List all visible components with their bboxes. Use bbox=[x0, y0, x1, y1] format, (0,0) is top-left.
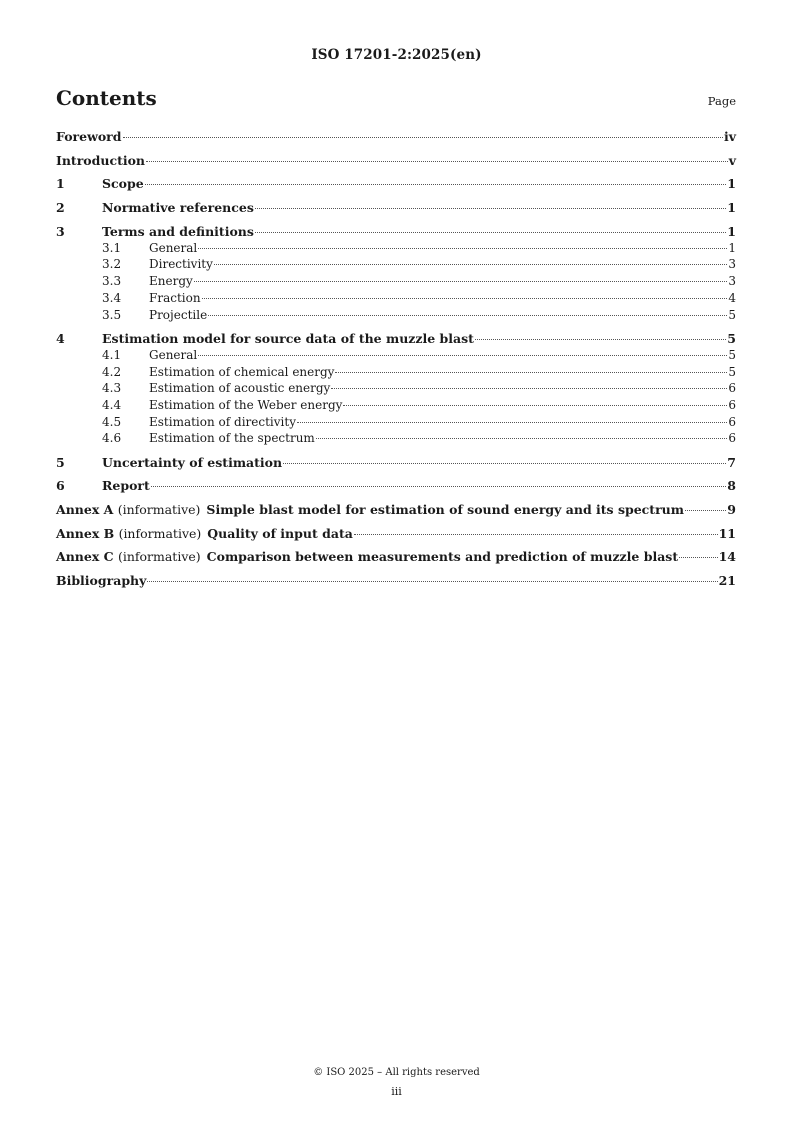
contents-header bbox=[56, 86, 736, 110]
annex-letter: Annex B bbox=[56, 525, 115, 541]
toc-entry-estimation-model[interactable] bbox=[56, 331, 736, 347]
toc-subentry-3-3[interactable] bbox=[56, 273, 736, 290]
toc-entry-uncertainty[interactable] bbox=[56, 455, 736, 471]
toc-entry-page: 6 bbox=[728, 381, 736, 396]
toc-entry-label: General bbox=[149, 240, 198, 255]
dot-leader bbox=[198, 248, 727, 249]
toc-entry-number: 4.3 bbox=[102, 381, 122, 396]
dot-leader bbox=[194, 281, 728, 282]
toc-entry-scope[interactable] bbox=[56, 176, 736, 192]
toc-entry-label: Estimation of chemical energy bbox=[149, 364, 335, 379]
dot-leader bbox=[146, 161, 728, 162]
dot-leader bbox=[255, 208, 726, 209]
annex-letter: Annex C bbox=[56, 549, 114, 565]
toc-entry-page: 21 bbox=[718, 573, 736, 589]
annex-title: Comparison between measurements and prediction of muzzle blast bbox=[206, 549, 679, 565]
toc-entry-page: v bbox=[728, 152, 736, 168]
dot-leader bbox=[679, 557, 717, 558]
dot-leader bbox=[343, 405, 727, 406]
toc-subentry-4-5[interactable] bbox=[56, 414, 736, 431]
toc-entry-label bbox=[56, 549, 678, 565]
toc-entry-page: iv bbox=[723, 129, 736, 144]
dot-leader bbox=[475, 339, 726, 340]
toc-entry-page: 5 bbox=[728, 364, 736, 379]
toc-entry-number: 3.5 bbox=[102, 307, 122, 322]
toc-entry-label: Normative references bbox=[102, 200, 254, 216]
toc-entry-terms-and-definitions[interactable] bbox=[56, 224, 736, 240]
toc-entry-number: 4.1 bbox=[102, 347, 122, 362]
toc-entry-label bbox=[56, 526, 353, 542]
dot-leader bbox=[147, 581, 717, 582]
page-title: Contents bbox=[56, 86, 157, 110]
toc-entry-page: 5 bbox=[728, 307, 736, 322]
toc-entry-label: Estimation model for source data of the muzzle blast bbox=[102, 330, 474, 346]
toc-subentry-3-5[interactable] bbox=[56, 307, 736, 324]
toc-entry-bibliography[interactable] bbox=[56, 573, 736, 589]
toc-entry-label: Report bbox=[102, 478, 150, 494]
toc-entry-page: 6 bbox=[728, 397, 736, 412]
toc-entry-number: 4.2 bbox=[102, 364, 122, 379]
toc-entry-label: Projectile bbox=[149, 307, 208, 322]
toc-entry-page: 14 bbox=[718, 549, 736, 565]
toc-entry-foreword[interactable] bbox=[56, 129, 736, 145]
toc-entry-label: Bibliography bbox=[56, 573, 147, 589]
dot-leader bbox=[354, 534, 718, 535]
toc-entry-page: 9 bbox=[727, 502, 736, 518]
toc-entry-number: 2 bbox=[56, 200, 65, 216]
toc-entry-page: 1 bbox=[728, 240, 736, 255]
toc-entry-label: Introduction bbox=[56, 152, 146, 168]
toc-subentry-3-4[interactable] bbox=[56, 290, 736, 307]
dot-leader bbox=[145, 184, 727, 185]
annex-title: Quality of input data bbox=[207, 525, 353, 541]
toc-entry-label: Estimation of the spectrum bbox=[149, 431, 315, 446]
toc-entry-annex-c[interactable] bbox=[56, 549, 736, 565]
toc-entry-number: 3.1 bbox=[102, 240, 122, 255]
annex-type: (informative) bbox=[117, 549, 201, 565]
toc-subentry-4-3[interactable] bbox=[56, 380, 736, 397]
toc-entry-number: 1 bbox=[56, 176, 65, 192]
toc-entry-page: 4 bbox=[728, 290, 736, 305]
toc-entry-number: 3.2 bbox=[102, 257, 122, 272]
dot-leader bbox=[208, 315, 727, 316]
toc-entry-number: 6 bbox=[56, 478, 65, 494]
toc-entry-number: 4.4 bbox=[102, 397, 122, 412]
annex-letter: Annex A bbox=[56, 502, 114, 518]
toc-entry-page: 5 bbox=[727, 330, 736, 346]
toc-subentry-4-6[interactable] bbox=[56, 430, 736, 447]
toc-entry-label: Energy bbox=[149, 274, 193, 289]
toc-entry-page: 1 bbox=[727, 223, 736, 239]
dot-leader bbox=[151, 486, 727, 487]
toc-entry-page: 1 bbox=[727, 176, 736, 192]
toc-subentry-4-1[interactable] bbox=[56, 347, 736, 364]
toc-entry-number: 4.6 bbox=[102, 431, 122, 446]
toc-entry-page: 11 bbox=[718, 525, 736, 541]
dot-leader bbox=[202, 298, 728, 299]
dot-leader bbox=[283, 463, 726, 464]
toc-subentry-3-1[interactable] bbox=[56, 240, 736, 257]
page-column-label: Page bbox=[707, 94, 736, 108]
dot-leader bbox=[255, 232, 726, 233]
toc-entry-number: 3.4 bbox=[102, 290, 122, 305]
toc-entry-annex-b[interactable] bbox=[56, 526, 736, 542]
toc-entry-label: Estimation of the Weber energy bbox=[149, 397, 343, 412]
toc-entry-label: Directivity bbox=[149, 257, 213, 272]
toc-entry-number: 5 bbox=[56, 454, 65, 470]
toc-entry-annex-a[interactable] bbox=[56, 502, 736, 518]
toc-entry-page: 3 bbox=[728, 257, 736, 272]
toc-subentry-4-2[interactable] bbox=[56, 364, 736, 381]
toc-entry-label: Estimation of acoustic energy bbox=[149, 381, 331, 396]
toc-entry-label: Foreword bbox=[56, 129, 122, 144]
toc-entry-page: 6 bbox=[728, 414, 736, 429]
toc-entry-label: General bbox=[149, 347, 198, 362]
dot-leader bbox=[316, 438, 728, 439]
document-id: ISO 17201-2:2025(en) bbox=[311, 47, 482, 63]
toc-entry-page: 7 bbox=[727, 454, 736, 470]
toc-entry-label: Scope bbox=[102, 176, 144, 192]
toc-entry-label bbox=[56, 502, 684, 518]
page-number: iii bbox=[391, 1085, 402, 1098]
toc-entry-page: 8 bbox=[727, 478, 736, 494]
dot-leader bbox=[685, 510, 726, 511]
dot-leader bbox=[214, 264, 727, 265]
dot-leader bbox=[335, 372, 727, 373]
dot-leader bbox=[123, 137, 723, 138]
toc-entry-label: Terms and definitions bbox=[102, 223, 254, 239]
toc-subentry-4-4[interactable] bbox=[56, 397, 736, 414]
toc-entry-page: 5 bbox=[728, 347, 736, 362]
toc-entry-label: Uncertainty of estimation bbox=[102, 454, 283, 470]
dot-leader bbox=[198, 355, 727, 356]
toc-entry-label: Fraction bbox=[149, 290, 201, 305]
toc-entry-page: 3 bbox=[728, 274, 736, 289]
annex-type: (informative) bbox=[117, 502, 201, 518]
annex-title: Simple blast model for estimation of sound energy and its spectrum bbox=[206, 502, 684, 518]
toc-entry-normative-references[interactable] bbox=[56, 200, 736, 216]
toc-entry-number: 4.5 bbox=[102, 414, 122, 429]
toc-entry-number: 3.3 bbox=[102, 274, 122, 289]
toc-entry-report[interactable] bbox=[56, 478, 736, 494]
dot-leader bbox=[331, 388, 727, 389]
toc-entry-number: 3 bbox=[56, 223, 65, 239]
toc-entry-page: 6 bbox=[728, 431, 736, 446]
toc-entry-page: 1 bbox=[727, 200, 736, 216]
table-of-contents bbox=[56, 129, 736, 589]
toc-subentry-3-2[interactable] bbox=[56, 256, 736, 273]
annex-type: (informative) bbox=[118, 525, 202, 541]
toc-entry-number: 4 bbox=[56, 330, 65, 346]
toc-entry-label: Estimation of directivity bbox=[149, 414, 296, 429]
copyright-notice: © ISO 2025 – All rights reserved bbox=[313, 1067, 480, 1078]
dot-leader bbox=[297, 422, 727, 423]
toc-entry-introduction[interactable] bbox=[56, 153, 736, 169]
